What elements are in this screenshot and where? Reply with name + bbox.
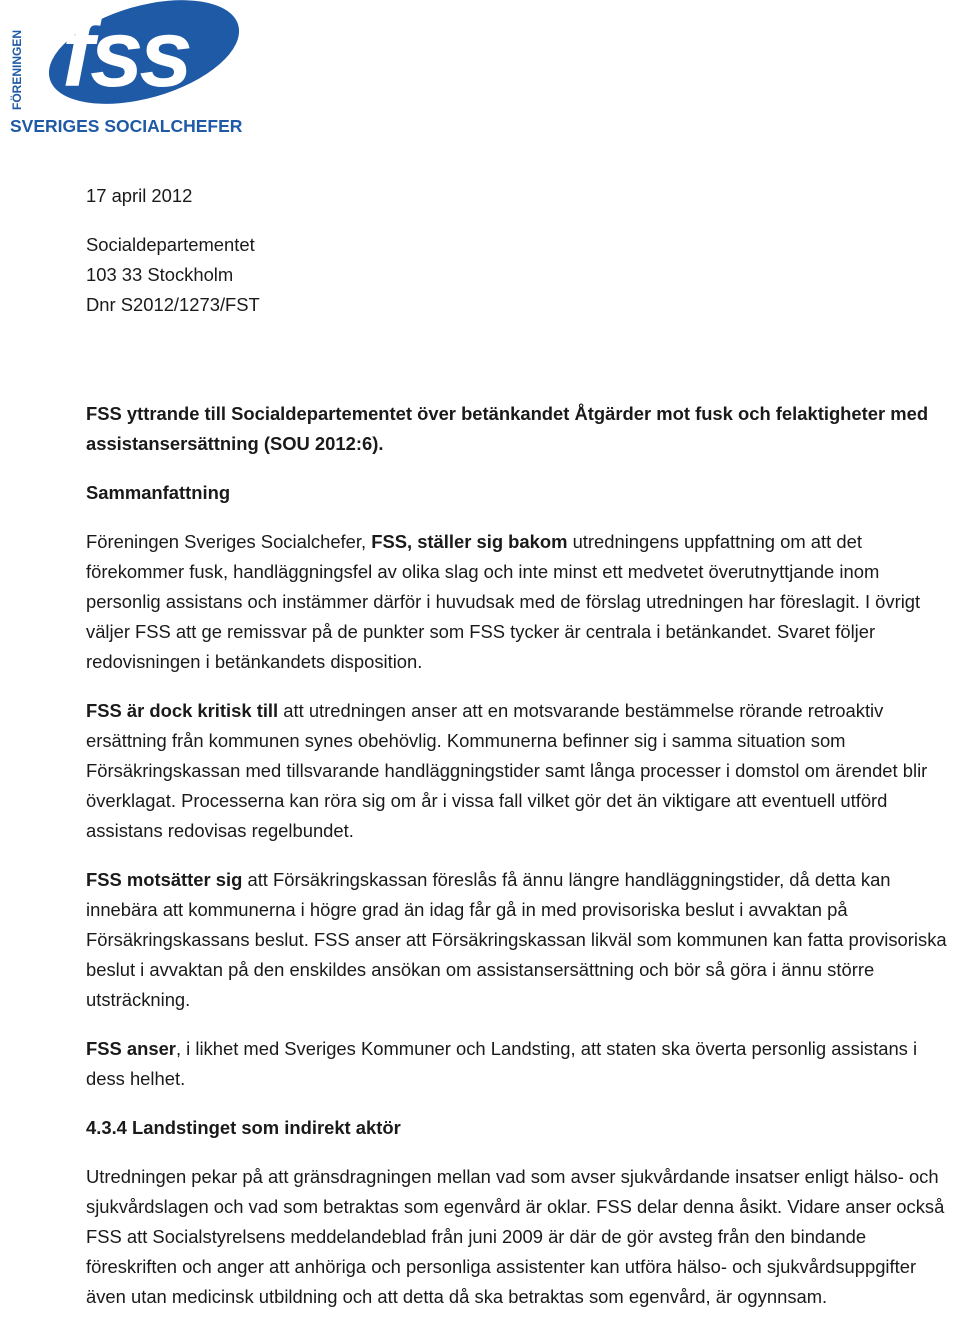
fss-logo-graphic [4, 0, 244, 140]
address-line-3: Dnr S2012/1273/FST [86, 294, 260, 315]
paragraph-1-bold: FSS, ställer sig bakom [371, 531, 568, 552]
summary-heading: Sammanfattning [86, 482, 231, 503]
logo-main-text: fss [62, 0, 189, 107]
paragraph-2-bold: FSS är dock kritisk till [86, 700, 279, 721]
logo-bottom-text: SVERIGES SOCIALCHEFER [10, 116, 243, 136]
paragraph-3-bold: FSS motsätter sig [86, 869, 243, 890]
paragraph-2-rest: att utredningen anser att en motsvarande bestämmelse rörande retroaktiv ersättning från kommunen synes obehövlig. Kommunerna befinner sig i samma situation som Försäkringskassan med tillsvarande handläggningstider samt långa processer i domstol om ärendet blir överklagat. Processerna kan röra sig om år i vissa fall vilket gör det än viktigare att eventuell utförd assistans redovisas regelbundet. [86, 700, 928, 841]
recipient-address [86, 230, 956, 320]
paragraph-1 [86, 527, 956, 677]
paragraph-4 [86, 1034, 956, 1094]
letter-date: 17 april 2012 [86, 185, 193, 206]
paragraph-4-rest: , i likhet med Sveriges Kommuner och Landsting, att staten ska överta personlig assistans i dess helhet. [86, 1038, 918, 1089]
paragraph-1-lead: Föreningen Sveriges Socialchefer, [86, 531, 372, 552]
paragraph-5: Utredningen pekar på att gränsdragningen mellan vad som avser sjukvårdande insatser enligt hälso- och sjukvårdslagen och vad som betraktas som egenvård är oklar. FSS delar denna åsikt. Vidare anser också FSS att Socialstyrelsens meddelandeblad från juni 2009 är där de gör avsteg från den bindande föreskriften och anger att anhöriga och personliga assistenter kan utföra hälso- och sjukvårdsuppgifter även utan medicinsk utbildning och att detta då ska betraktas som egenvård, är ogynnsam. [86, 1166, 945, 1307]
document-title: FSS yttrande till Socialdepartementet över betänkandet Åtgärder mot fusk och felaktigheter med assistansersättning (SOU 2012:6). [86, 403, 929, 454]
paragraph-3-rest: att Försäkringskassan föreslås få ännu längre handläggningstider, då detta kan innebära att kommunerna i högre grad än idag får gå in med provisoriska beslut i avvaktan på Försäkringskassans beslut. FSS anser att Försäkringskassan likväl som kommunen kan fatta provisoriska beslut i avvaktan på den enskildes ansökan om assistansersättning och bör så göra i ännu större utsträckning. [86, 869, 947, 1010]
address-line-2: 103 33 Stockholm [86, 264, 234, 285]
logo-vertical-text: FÖRENINGEN [10, 29, 24, 110]
section-heading: 4.3.4 Landstinget som indirekt aktör [86, 1117, 401, 1138]
paragraph-3 [86, 865, 956, 1015]
address-line-1: Socialdepartementet [86, 234, 255, 255]
fss-logo [4, 0, 244, 140]
paragraph-2 [86, 696, 956, 846]
paragraph-1-rest: utredningens uppfattning om att det förekommer fusk, handläggningsfel av olika slag och inte minst ett medvetet överutnyttjande inom personlig assistans och instämmer därför i huvudsak med de förslag utredningen har föreslagit. I övrigt väljer FSS att ge remissvar på de punkter som FSS tycker är centrala i betänkandet. Svaret följer redovisningen i betänkandets disposition. [86, 531, 921, 672]
letter-body [86, 181, 956, 1331]
paragraph-4-bold: FSS anser [86, 1038, 176, 1059]
